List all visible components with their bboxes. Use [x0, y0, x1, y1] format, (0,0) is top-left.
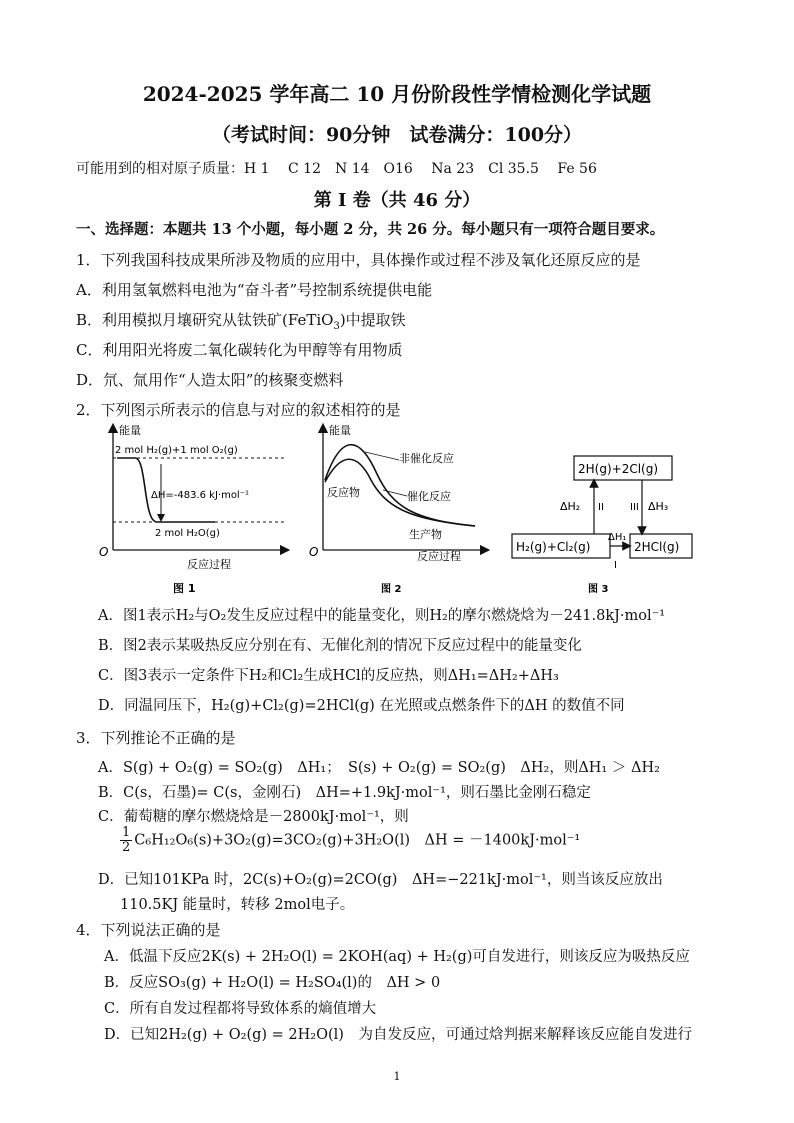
q2-option-b: B．图2表示某吸热反应分别在有、无催化剂的情况下反应过程中的能量变化 [98, 638, 582, 654]
fig2-product-label: 生产物 [409, 528, 442, 541]
fig1-dh-label: ΔH=-483.6 kJ·mol⁻¹ [151, 490, 249, 501]
q3-option-c-equation: $\frac{1}{2}$ C₆H₁₂O₆(s)+3O₂(g)=3CO₂(g)+3H₂O(l) ΔH = －1400kJ·mol⁻¹ [122, 825, 581, 855]
q1-option-a: A．利用氢氧燃料电池为“奋斗者”号控制系统提供电能 [76, 281, 433, 299]
section-title: 第 I 卷（共 46 分） [313, 190, 481, 211]
q4-option-a: A．低温下反应2K(s) + 2H₂O(l) = 2KOH(aq) + H₂(g)可自发进行，则该反应为吸热反应 [104, 949, 690, 965]
figure-2 [305, 420, 495, 595]
fig1-top-label: 2 mol H₂(g)+1 mol O₂(g) [115, 445, 238, 456]
q3-option-d-cont: 110.5KJ 能量时，转移 2mol电子。 [120, 897, 355, 913]
fig2-caption: 图 2 [381, 584, 402, 595]
fig3-right-box: 2HCl(g) [634, 540, 680, 554]
fig1-bottom-label: 2 mol H₂O(g) [155, 528, 220, 539]
fig3-top-box: 2H(g)+2Cl(g) [578, 462, 659, 476]
fig3-roman2: II [598, 502, 604, 513]
q3-option-d: D．已知101KPa 时，2C(s)+O₂(g)=2CO(g) ΔH=−221kJ·mol⁻¹，则当该反应放出 [98, 872, 663, 888]
exam-info: （考试时间：90分钟 试卷满分：100分） [211, 124, 583, 146]
fig3-dh3: ΔH₃ [648, 500, 669, 513]
fig3-roman3: III [630, 502, 639, 513]
q3-stem: 3．下列推论不正确的是 [76, 729, 236, 747]
fig3-dh1: ΔH₁ [608, 532, 627, 543]
fig3-left-box: H₂(g)+Cl₂(g) [516, 540, 591, 554]
q2-stem: 2．下列图示所表示的信息与对应的叙述相符的是 [76, 401, 401, 419]
fig1-ylabel: 能量 [119, 424, 141, 437]
fig2-origin: O [309, 545, 319, 559]
fig2-cat-label: 催化反应 [407, 490, 451, 503]
fig2-reactant-label: 反应物 [327, 486, 360, 499]
fig1-xlabel: 反应过程 [187, 558, 231, 571]
q3-option-c: C．葡萄糖的摩尔燃烧焓是－2800kJ·mol⁻¹，则 [98, 809, 409, 825]
q4-option-c: C．所有自发过程都将导致体系的熵值增大 [104, 1001, 377, 1017]
q1-option-d: D．氘、氚用作“人造太阳”的核聚变燃料 [76, 371, 344, 389]
q2-option-d: D．同温同压下，H₂(g)+Cl₂(g)=2HCl(g) 在光照或点燃条件下的ΔH 的数值不同 [98, 698, 625, 714]
q3-option-a: A．S(g) + O₂(g) = SO₂(g) ΔH₁； S(s) + O₂(g) = SO₂(g) ΔH₂，则ΔH₁ ＞ ΔH₂ [98, 760, 660, 776]
figure-3 [508, 448, 718, 596]
fig3-roman1: I [614, 560, 617, 571]
part-instructions: 一、选择题：本题共 13 个小题，每小题 2 分，共 26 分。每小题只有一项符合题目要求。 [76, 221, 665, 238]
fig2-noncat-label: 非催化反应 [399, 452, 454, 465]
q1-stem: 1．下列我国科技成果所涉及物质的应用中，具体操作或过程不涉及氧化还原反应的是 [76, 251, 641, 269]
q4-stem: 4．下列说法正确的是 [76, 921, 221, 939]
fig2-xlabel: 反应过程 [417, 550, 461, 563]
fig3-caption: 图 3 [588, 584, 609, 595]
q4-option-b: B．反应SO₃(g) + H₂O(l) = H₂SO₄(l)的 ΔH > 0 [104, 975, 441, 991]
atomic-masses: 可能用到的相对原子质量：H 1 C 12 N 14 O16 Na 23 Cl 35.5 Fe 56 [76, 161, 597, 177]
fraction-half: $\frac{1}{2}$ [122, 825, 131, 855]
q4-option-d: D．已知2H₂(g) + O₂(g) = 2H₂O(l) 为自发反应，可通过焓判据来解释该反应能自发进行 [104, 1027, 692, 1043]
figure-1 [95, 420, 295, 595]
q1-option-c: C．利用阳光将废二氧化碳转化为甲醇等有用物质 [76, 341, 403, 359]
page-number: 1 [393, 1070, 401, 1083]
page-title: 2024-2025 学年高二 10 月份阶段性学情检测化学试题 [142, 82, 652, 106]
fig1-caption: 图 1 [173, 582, 196, 595]
fig3-dh2: ΔH₂ [560, 500, 581, 513]
q2-option-c: C．图3表示一定条件下H₂和Cl₂生成HCl的反应热，则ΔH₁=ΔH₂+ΔH₃ [98, 668, 559, 684]
fig2-ylabel: 能量 [329, 424, 351, 437]
q2-option-a: A．图1表示H₂与O₂发生反应过程中的能量变化，则H₂的摩尔燃烧焓为－241.8kJ·mol⁻¹ [98, 608, 666, 624]
q1-option-b: B．利用模拟月壤研究从钛铁矿(FeTiO$_3$)中提取铁 [76, 311, 406, 332]
q3-option-b: B．C(s，石墨)= C(s，金刚石) ΔH=+1.9kJ·mol⁻¹，则石墨比金刚石稳定 [98, 785, 591, 801]
fig1-origin: O [99, 545, 109, 559]
